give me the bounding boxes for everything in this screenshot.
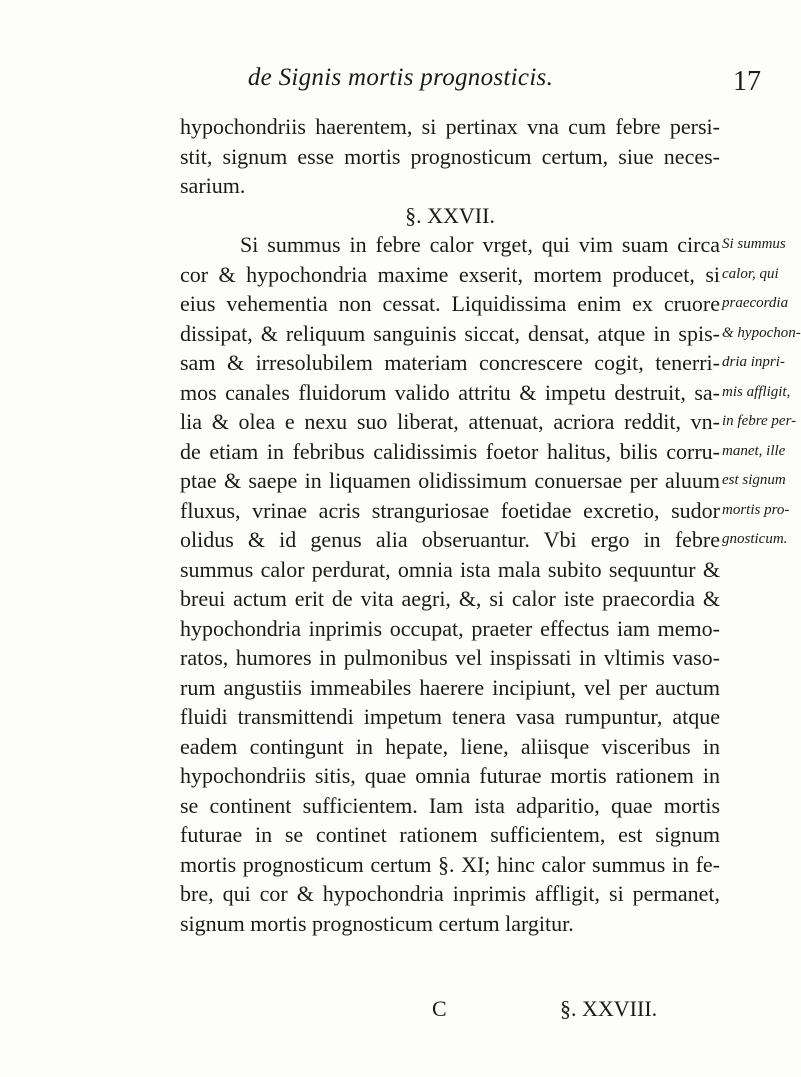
text-line: futurae in se continet rationem sufficientem, est signum (180, 822, 720, 847)
text-line: Si summus in febre calor vrget, qui vim suam circa (240, 232, 720, 257)
running-title: de Signis mortis prognosticis. (247, 64, 554, 91)
main-text (180, 112, 720, 938)
text-line: mos canales fluidorum valido attritu & impetu destruit, sa- (180, 379, 720, 405)
margin-note-line: gnosticum. (722, 531, 788, 547)
text-line: signum mortis prognosticum certum largitur. (180, 910, 574, 936)
margin-note-line: manet, ille (722, 442, 786, 459)
text-line: mortis prognosticum certum §. XI; hinc calor summus in fe- (180, 851, 720, 877)
text-line: hypochondriis sitis, quae omnia futurae mortis rationem in (180, 763, 720, 788)
text-line: bre, qui cor & hypochondria inprimis affligit, si permanet, (180, 881, 720, 906)
text-line: sarium. (180, 173, 246, 198)
text-line: summus calor perdurat, omnia ista mala subito sequuntur & (180, 556, 720, 582)
catchword: §. XXVIII. (560, 996, 658, 1021)
text-line: eadem contingunt in hepate, liene, aliisque visceribus in (180, 733, 720, 759)
margin-note-line (722, 112, 801, 142)
margin-note-line (722, 171, 801, 201)
text-line: sam & irresolubilem materiam concrescere cogit, tenerri- (180, 350, 720, 375)
margin-note-line: Si summus (722, 236, 786, 252)
margin-note-line (722, 201, 801, 231)
text-line: de etiam in febribus calidissimis foetor halitus, bilis corru- (180, 438, 720, 464)
margin-notes (722, 112, 801, 555)
margin-note-line: dria inpri- (722, 354, 785, 370)
running-head (0, 64, 801, 104)
margin-note-line: calor, qui (722, 265, 779, 282)
margin-note-line: mortis pro- (722, 501, 790, 518)
text-line: olidus & id genus alia obseruantur. Vbi ergo in febre (180, 527, 720, 552)
margin-note-line: est signum (722, 472, 786, 488)
text-line: dissipat, & reliquum sanguinis siccat, densat, atque in spis- (180, 320, 720, 346)
text-line: ratos, humores in pulmonibus vel inspissati in vltimis vaso- (180, 645, 720, 670)
text-line: fluxus, vrinae acris stranguriosae foetidae excretio, sudor (180, 497, 720, 523)
text-line: ptae & saepe in liquamen olidissimum conuersae per aluum (180, 468, 720, 493)
section-heading: §. XXVII. (405, 202, 495, 228)
text-line: fluidi transmittendi impetum tenera vasa rumpuntur, atque (180, 704, 720, 729)
margin-note-line: mis affligit, (722, 383, 791, 400)
text-line: lia & olea e nexu suo liberat, attenuat, acriora reddit, vn- (180, 409, 720, 434)
text-line: rum angustiis immeabiles haerere incipiunt, vel per auctum (180, 674, 720, 700)
text-line: hypochondria inprimis occupat, praeter effectus iam memo- (180, 615, 720, 641)
text-line: stit, signum esse mortis prognosticum certum, siue neces- (180, 143, 720, 169)
margin-note-line: praecordia (722, 295, 789, 311)
margin-note-line (722, 142, 801, 172)
text-line: eius vehementia non cessat. Liquidissima enim ex cruore (180, 291, 720, 316)
text-line: hypochondriis haerentem, si pertinax vna cum febre persi- (180, 114, 720, 139)
margin-note-line: in febre per- (722, 413, 797, 429)
margin-note-line: & hypochon- (722, 324, 801, 341)
page-number: 17 (733, 66, 761, 97)
signature-mark: C (432, 996, 447, 1021)
text-line: se continent sufficientem. Iam ista adparitio, quae mortis (180, 792, 720, 818)
text-line: cor & hypochondria maxime exserit, mortem producet, si (180, 261, 720, 287)
text-line: breui actum erit de vita aegri, &, si calor iste praecordia & (180, 586, 720, 611)
